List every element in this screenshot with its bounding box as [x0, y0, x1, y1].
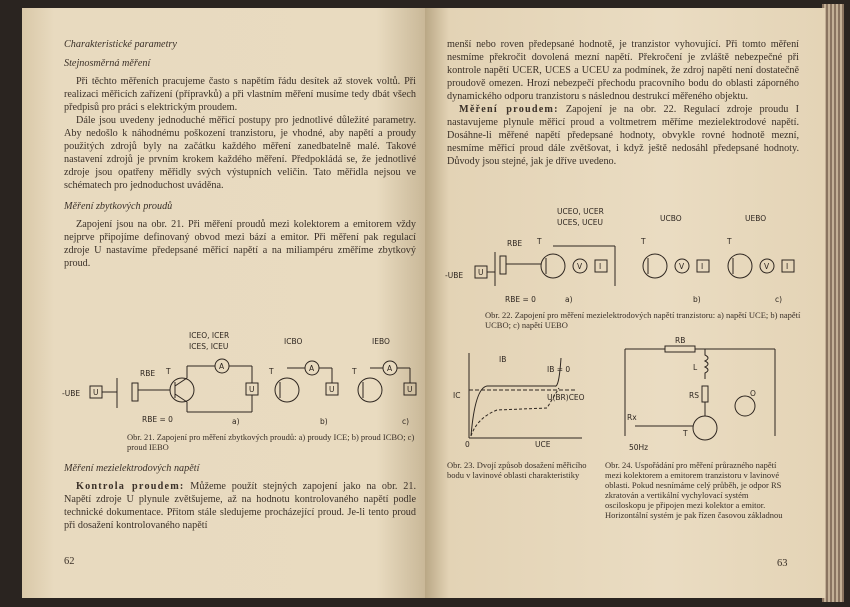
label: UCE: [535, 440, 551, 448]
label: -UBE: [445, 271, 464, 280]
label: T: [166, 367, 171, 376]
current-source-icon: I: [599, 262, 602, 271]
current-source-icon: I: [701, 262, 704, 271]
label: -UBE: [62, 389, 81, 398]
label: IEBO: [372, 337, 390, 346]
right-text-top: [447, 38, 799, 168]
current-source-icon: I: [786, 262, 789, 271]
voltmeter-icon: V: [577, 262, 583, 271]
label: T: [683, 429, 688, 438]
label: UCBO: [660, 214, 682, 223]
label: RBE = 0: [142, 415, 173, 424]
label: U(BR)CEO: [547, 393, 585, 402]
label: ICEO, ICER: [189, 331, 230, 340]
voltmeter-icon: V: [764, 262, 770, 271]
label: T: [537, 237, 542, 246]
figure-24-caption: Obr. 24. Uspořádání pro měření průrazného napětí mezi kolektorem a emitorem tranzistoru v lavinové oblasti. Pokud nesnímáme celý průběh, je odpor RS zkratován a vertikální vychylovací systém osciloskopu je připojen mezi kolektor a emitor. Horizontální systém je pak řízen časovou základnou: [605, 460, 783, 520]
lead: Kontrola proudem:: [76, 481, 185, 492]
left-text-top: [64, 38, 416, 270]
paragraph: [64, 480, 416, 532]
label: 50Hz: [629, 443, 649, 452]
running-head: Charakteristické parametry: [64, 39, 177, 50]
voltmeter-icon: V: [679, 262, 685, 271]
left-text-bottom: [64, 454, 416, 532]
label: UCEO, UCER: [557, 207, 604, 216]
figure-22-caption: Obr. 22. Zapojení pro měření mezielektrodových napětí tranzistoru: a) napětí UCE; b) napětí UCBO; c) napětí UEBO: [485, 310, 801, 330]
page-number: 62: [64, 556, 75, 567]
source-icon: U: [249, 385, 255, 394]
lead: Měření proudem:: [459, 104, 559, 115]
label: a): [565, 295, 573, 304]
text: Zapojení je na obr. 22. Regulací zdroje proudu I nastavujeme plynule měřicí proud a voltmetrem měříme mezielektrodové napětí. Dosáhne-li měřené napětí předepsané hodnoty, obvykle rovné hodnotě mezní, nesmíme měřicí proud dále zvětšovat, i když ještě nedosáhl předepsané hodnoty. Důvody jsou stejné, jak je dříve uvedeno.: [447, 104, 799, 167]
paragraph: Při těchto měřeních pracujeme často s napětím řádu desítek až stovek voltů. Při realizaci měřicích zařízení (přípravků) a při vlastním měření musíme tedy dbát všech předpisů pro práci s elektrickým proudem.: [64, 76, 416, 113]
figure-23-caption: Obr. 23. Dvojí způsob dosažení měřicího bodu v lavinové oblasti charakteristiky: [447, 460, 587, 480]
source-icon: U: [478, 268, 484, 277]
label: T: [641, 237, 646, 246]
label: c): [402, 417, 410, 426]
source-icon: U: [407, 385, 413, 394]
right-page: [425, 8, 825, 598]
label: RBE: [140, 369, 156, 378]
label: UEBO: [745, 214, 767, 223]
label: IC: [453, 391, 461, 400]
label: T: [352, 367, 357, 376]
label: T: [269, 367, 274, 376]
label: T: [727, 237, 732, 246]
figure-24-circuit: [605, 336, 805, 456]
left-page: [22, 8, 425, 598]
label: L: [693, 363, 698, 372]
page-edges: [822, 4, 844, 602]
source-icon: U: [93, 388, 99, 397]
figure-23-graph: [447, 348, 597, 448]
ammeter-icon: A: [387, 364, 393, 373]
label: 0: [465, 440, 470, 448]
paragraph: [447, 103, 799, 168]
figure-21-caption: Obr. 21. Zapojení pro měření zbytkových proudů: a) proudy ICE; b) proud ICBO; c) proud IEBO: [127, 432, 415, 452]
text: Můžeme použít stejných zapojení jako na obr. 21. Napětí zdroje U plynule zvětšujeme, až na hodnotu kontrolovaného napětí podle technické dokumentace. Přitom stále sledujeme procházející proud. Je-li tento proud při dosažení kontrolovaného napětí: [64, 481, 416, 531]
section-title: Měření zbytkových proudů: [64, 201, 173, 212]
label: IB: [499, 355, 507, 364]
label: a): [232, 417, 240, 426]
label: b): [320, 417, 328, 426]
paragraph: menší nebo roven předepsané hodnotě, je tranzistor vyhovující. Při tomto měření nesmíme překročit dovolená mezní napětí. Překročení je zvláště nebezpečné při kontrole napětí UCER, UCES a UCEU za podmínek, že zdroj napětí není dostatečně proudově omezen. Hrozí nebezpečí přechodu pracovního bodu do oblasti záporného dynamického odporu tranzistoru s následnou destrukcí měřeného objektu.: [447, 39, 799, 102]
ammeter-icon: A: [309, 364, 315, 373]
label: ICBO: [284, 337, 303, 346]
section-title: Měření mezielektrodových napětí: [64, 463, 200, 474]
label: RBE = 0: [505, 295, 536, 304]
label: b): [693, 295, 701, 304]
label: ICES, ICEU: [189, 342, 229, 351]
paragraph: Zapojení jsou na obr. 21. Při měření proudů mezi kolektorem a emitorem vždy nejprve připojíme definovaný obvod mezi bází a emitor. Při měření pak regulací zdroje U nastavíme předepsané měřicí napětí a na miliampéru změříme zbytkový proud.: [64, 219, 416, 269]
label: UCES, UCEU: [557, 218, 603, 227]
figure-22: [445, 206, 815, 306]
section-title: Stejnosměrná měření: [64, 58, 151, 69]
source-icon: U: [329, 385, 335, 394]
figure-21: [62, 328, 422, 428]
page-number: 63: [777, 558, 788, 569]
label: c): [775, 295, 783, 304]
paragraph: Dále jsou uvedeny jednoduché měřicí postupy pro jednotlivé důležité parametry. Aby nedošlo k náhodnému poškození tranzistoru, je vhodné, aby napětí a proudy použitých zdrojů byly na začátku každého měření zanedbatelně malé. Takové nastavení zdrojů je prvním krokem každého měření. Předpokládá se, že jednotlivé zdroje jsou opatřeny měřidly svých výstupních veličin. Tato měřidla nejsou ve schématech pro jednoduchost uváděna.: [64, 115, 416, 191]
label: RBE: [507, 239, 523, 248]
label: RS: [689, 391, 699, 400]
label: IB = 0: [547, 365, 571, 374]
label: RB: [675, 336, 686, 345]
ammeter-icon: A: [219, 362, 225, 371]
oscilloscope-icon: O: [750, 389, 756, 398]
label: Rx: [627, 413, 637, 422]
